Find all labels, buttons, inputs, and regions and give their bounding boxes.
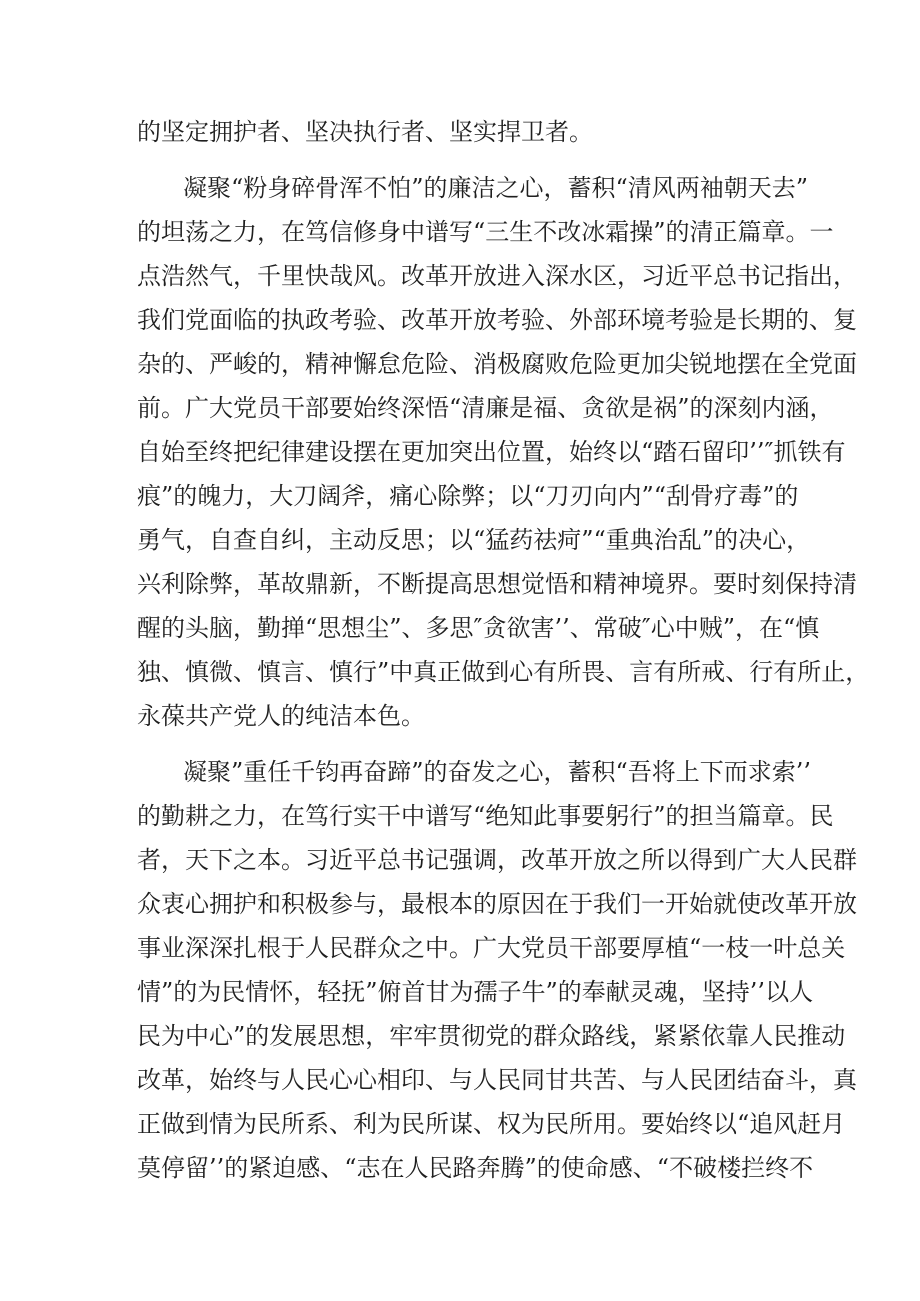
text-line: 醒的头脑，勤掸“思想尘”、多思″贪欲害’’、常破″心中贼”，在“慎 — [137, 614, 820, 642]
text-line: 勇气，自查自纠，主动反思；以“猛药祛疴”“重典治乱”的决心， — [137, 526, 811, 554]
text-line: 前。广大党员干部要始终深悟“清廉是福、贪欲是祸”的深刻内涵， — [137, 394, 834, 422]
text-line: 凝聚”重任千钧再奋蹄”的奋发之心，蓄积“吾将上下而求索’’ — [183, 758, 812, 786]
text-line: 众衷心拥护和积极参与，最根本的原因在于我们一开始就使改革开放 — [137, 890, 857, 918]
text-line: 自始至终把纪律建设摆在更加突出位置，始终以“踏石留印’’″抓铁有 — [137, 438, 846, 466]
text-line: 情”的为民情怀，轻抚”俯首甘为孺子牛”的奉献灵魂，坚持’’以人 — [137, 978, 814, 1006]
text-line: 莫停留’’的紧迫感、“志在人民路奔腾”的使命感、“不破楼拦终不 — [137, 1154, 814, 1182]
text-line: 永葆共产党人的纯洁本色。 — [137, 702, 425, 730]
text-line: 痕”的魄力，大刀阔斧，痛心除弊；以“刀刃向内”“刮骨疗毒”的 — [137, 482, 799, 510]
text-line: 的勤耕之力，在笃行实干中谱写“绝知此事要躬行”的担当篇章。民 — [137, 802, 834, 830]
text-line: 民为中心”的发展思想，牢牢贯彻党的群众路线，紧紧依靠人民推动 — [137, 1022, 846, 1050]
text-line: 独、慎微、慎言、慎行”中真正做到心有所畏、言有所戒、行有所止， — [137, 658, 870, 686]
text-line: 兴利除弊，革故鼎新，不断提高思想觉悟和精神境界。要时刻保持清 — [137, 570, 857, 598]
text-line: 杂的、严峻的，精神懈怠危险、消极腐败危险更加尖锐地摆在全党面 — [137, 350, 857, 378]
text-line: 事业深深扎根于人民群众之中。广大党员干部要厚植“一枝一叶总关 — [137, 934, 846, 962]
text-line: 的坚定拥护者、坚决执行者、坚实捍卫者。 — [137, 118, 593, 146]
text-line: 的坦荡之力，在笃信修身中谱写“三生不改冰霜操”的清正篇章。一 — [137, 218, 834, 246]
text-line: 凝聚“粉身碎骨浑不怕”的廉洁之心，蓄积“清风两袖朝天去” — [183, 174, 809, 202]
text-line: 改革，始终与人民心心相印、与人民同甘共苦、与人民团结奋斗，真 — [137, 1066, 857, 1094]
text-line: 点浩然气，千里快哉风。改革开放进入深水区，习近平总书记指出， — [137, 262, 857, 290]
text-line: 我们党面临的执政考验、改革开放考验、外部环境考验是长期的、复 — [137, 306, 857, 334]
text-line: 正做到情为民所系、利为民所谋、权为民所用。要始终以“追风赶月 — [137, 1110, 846, 1138]
text-line: 者，天下之本。习近平总书记强调，改革开放之所以得到广大人民群 — [137, 846, 857, 874]
